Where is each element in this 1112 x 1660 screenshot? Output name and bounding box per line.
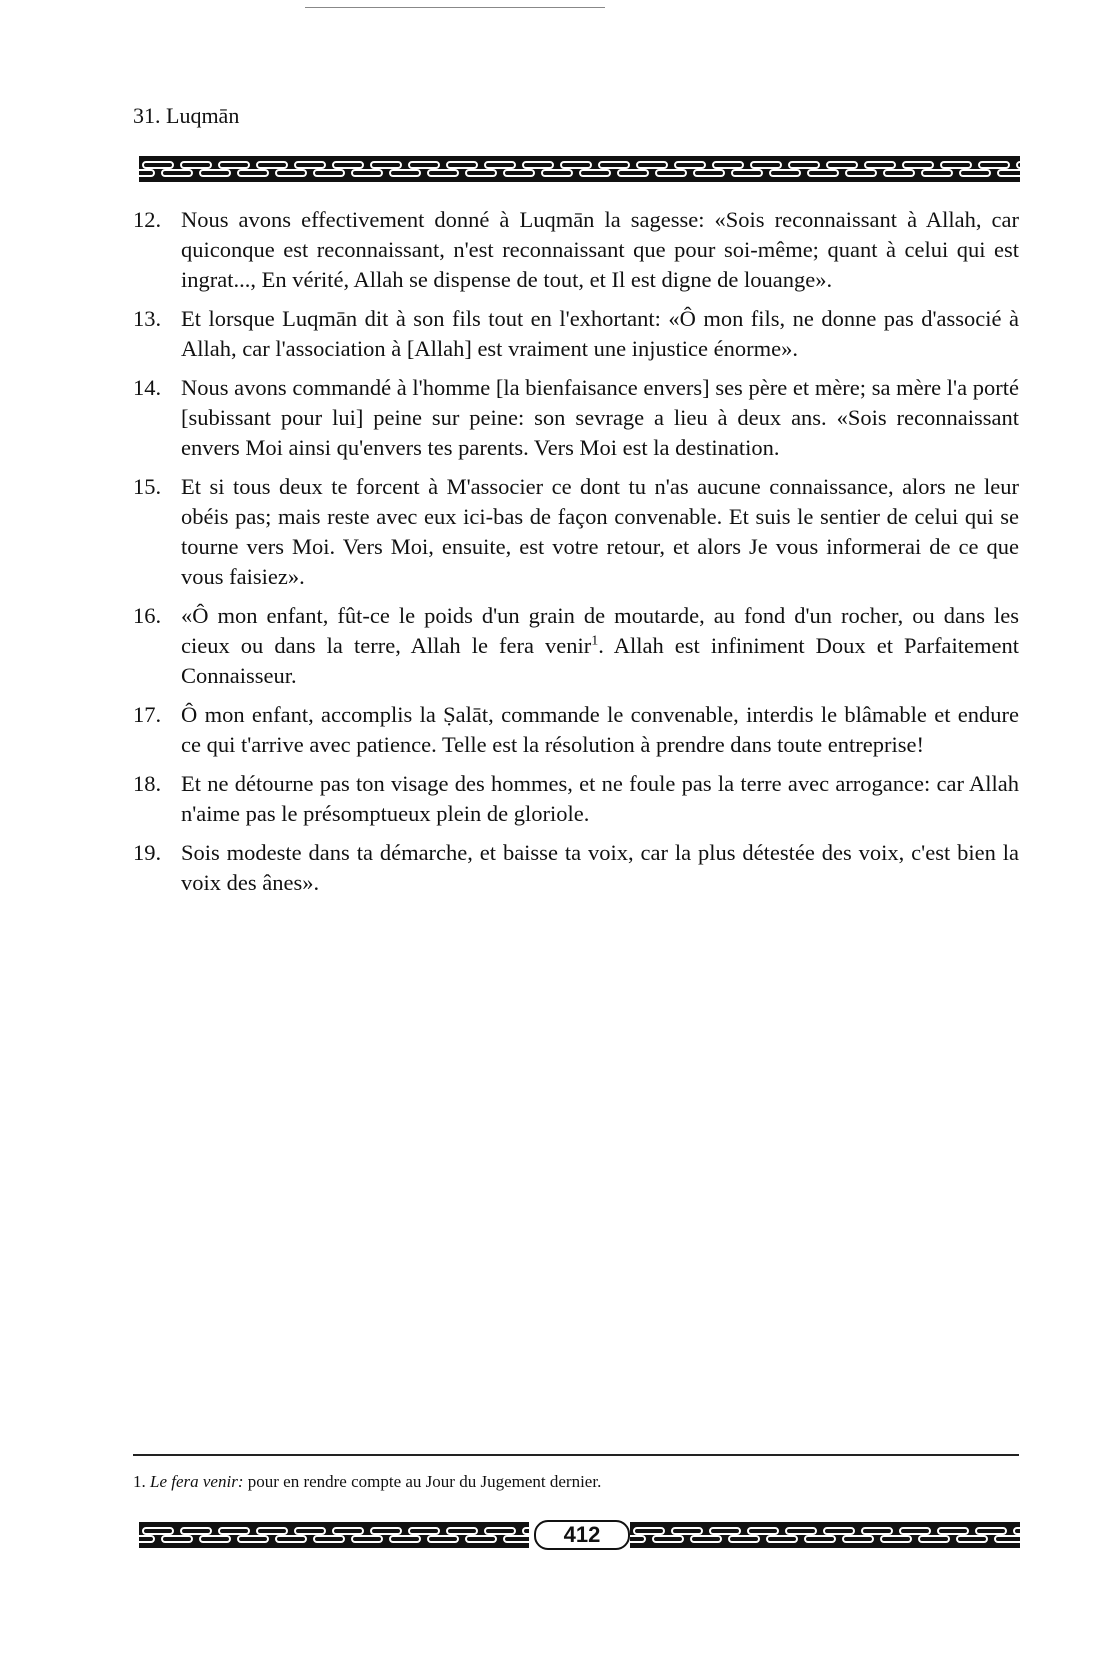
verse-19: [133, 838, 1019, 898]
decorative-band-top: [139, 156, 1020, 182]
verse-number: 15.: [133, 474, 162, 499]
footnote-text: pour en rendre compte au Jour du Jugement dernier.: [247, 1472, 602, 1491]
verse-text-continued: . Allah est infiniment Doux et Parfaitement Connaisseur.: [181, 633, 1019, 688]
verse-text: Nous avons effectivement donné à Luqmān la sagesse: «Sois reconnaissant à Allah, car quiconque est reconnaissant, n'est reconnaissant que pour soi-même; quant à celui qui est ingrat..., En vérité, Allah se dispense de tout, et Il est digne de louange».: [181, 207, 1019, 292]
footnote-number: 1.: [133, 1472, 146, 1491]
verse-number: 18.: [133, 771, 162, 796]
chain-ornament-icon: [139, 156, 1020, 182]
page-number: 412: [534, 1520, 630, 1550]
decorative-band-bottom: [139, 1520, 1020, 1550]
chain-ornament-icon: [630, 1522, 1020, 1548]
verse-text: Sois modeste dans ta démarche, et baisse ta voix, car la plus détestée des voix, c'est bien la voix des ânes».: [181, 840, 1019, 895]
chain-ornament-icon: [139, 1522, 529, 1548]
band-right: [630, 1522, 1020, 1548]
footnote-divider: [133, 1454, 1019, 1456]
verse-text: Et si tous deux te forcent à M'associer ce dont tu n'as aucune connaissance, alors ne leur obéis pas; mais reste avec eux ici-bas de façon convenable. Et suis le sentier de celui qui se tourne vers Moi. Vers Moi, ensuite, est votre retour, et alors Je vous informerai de ce que vous faisiez».: [181, 474, 1019, 589]
verse-text: Et ne détourne pas ton visage des hommes, et ne foule pas la terre avec arrogance: car Allah n'aime pas le présomptueux plein de gloriole.: [181, 771, 1019, 826]
footnote: [133, 1472, 601, 1492]
verse-16: [133, 601, 1019, 691]
verse-text: Ô mon enfant, accomplis la Ṣalāt, commande le convenable, interdis le blâmable et endure ce qui t'arrive avec patience. Telle est la résolution à prendre dans toute entreprise!: [181, 702, 1019, 757]
verse-number: 14.: [133, 375, 162, 400]
verse-17: [133, 700, 1019, 760]
verse-number: 12.: [133, 207, 162, 232]
verse-text: «Ô mon enfant, fût-ce le poids d'un grain de moutarde, au fond d'un rocher, ou dans les cieux ou dans la terre, Allah le fera venir: [181, 603, 1019, 658]
footnote-lead: Le fera venir:: [150, 1472, 244, 1491]
verse-15: [133, 472, 1019, 592]
verse-number: 16.: [133, 603, 162, 628]
footnote-marker[interactable]: 1: [591, 633, 599, 649]
verse-13: [133, 304, 1019, 364]
verse-text: Nous avons commandé à l'homme [la bienfaisance envers] ses père et mère; sa mère l'a porté [subissant pour lui] peine sur peine: son sevrage a lieu à deux ans. «Sois reconnaissant envers Moi ainsi qu'envers tes parents. Vers Moi est la destination.: [181, 375, 1019, 460]
verse-number: 13.: [133, 306, 162, 331]
verse-12: [133, 205, 1019, 295]
verse-number: 19.: [133, 840, 162, 865]
verse-18: [133, 769, 1019, 829]
top-rule: [305, 7, 605, 8]
verse-list: [133, 205, 1019, 907]
band-left: [139, 1522, 529, 1548]
verse-number: 17.: [133, 702, 162, 727]
chapter-title: 31. Luqmān: [133, 103, 240, 128]
verse-14: [133, 373, 1019, 463]
verse-text: Et lorsque Luqmān dit à son fils tout en l'exhortant: «Ô mon fils, ne donne pas d'associé à Allah, car l'association à [Allah] est vraiment une injustice énorme».: [181, 306, 1019, 361]
